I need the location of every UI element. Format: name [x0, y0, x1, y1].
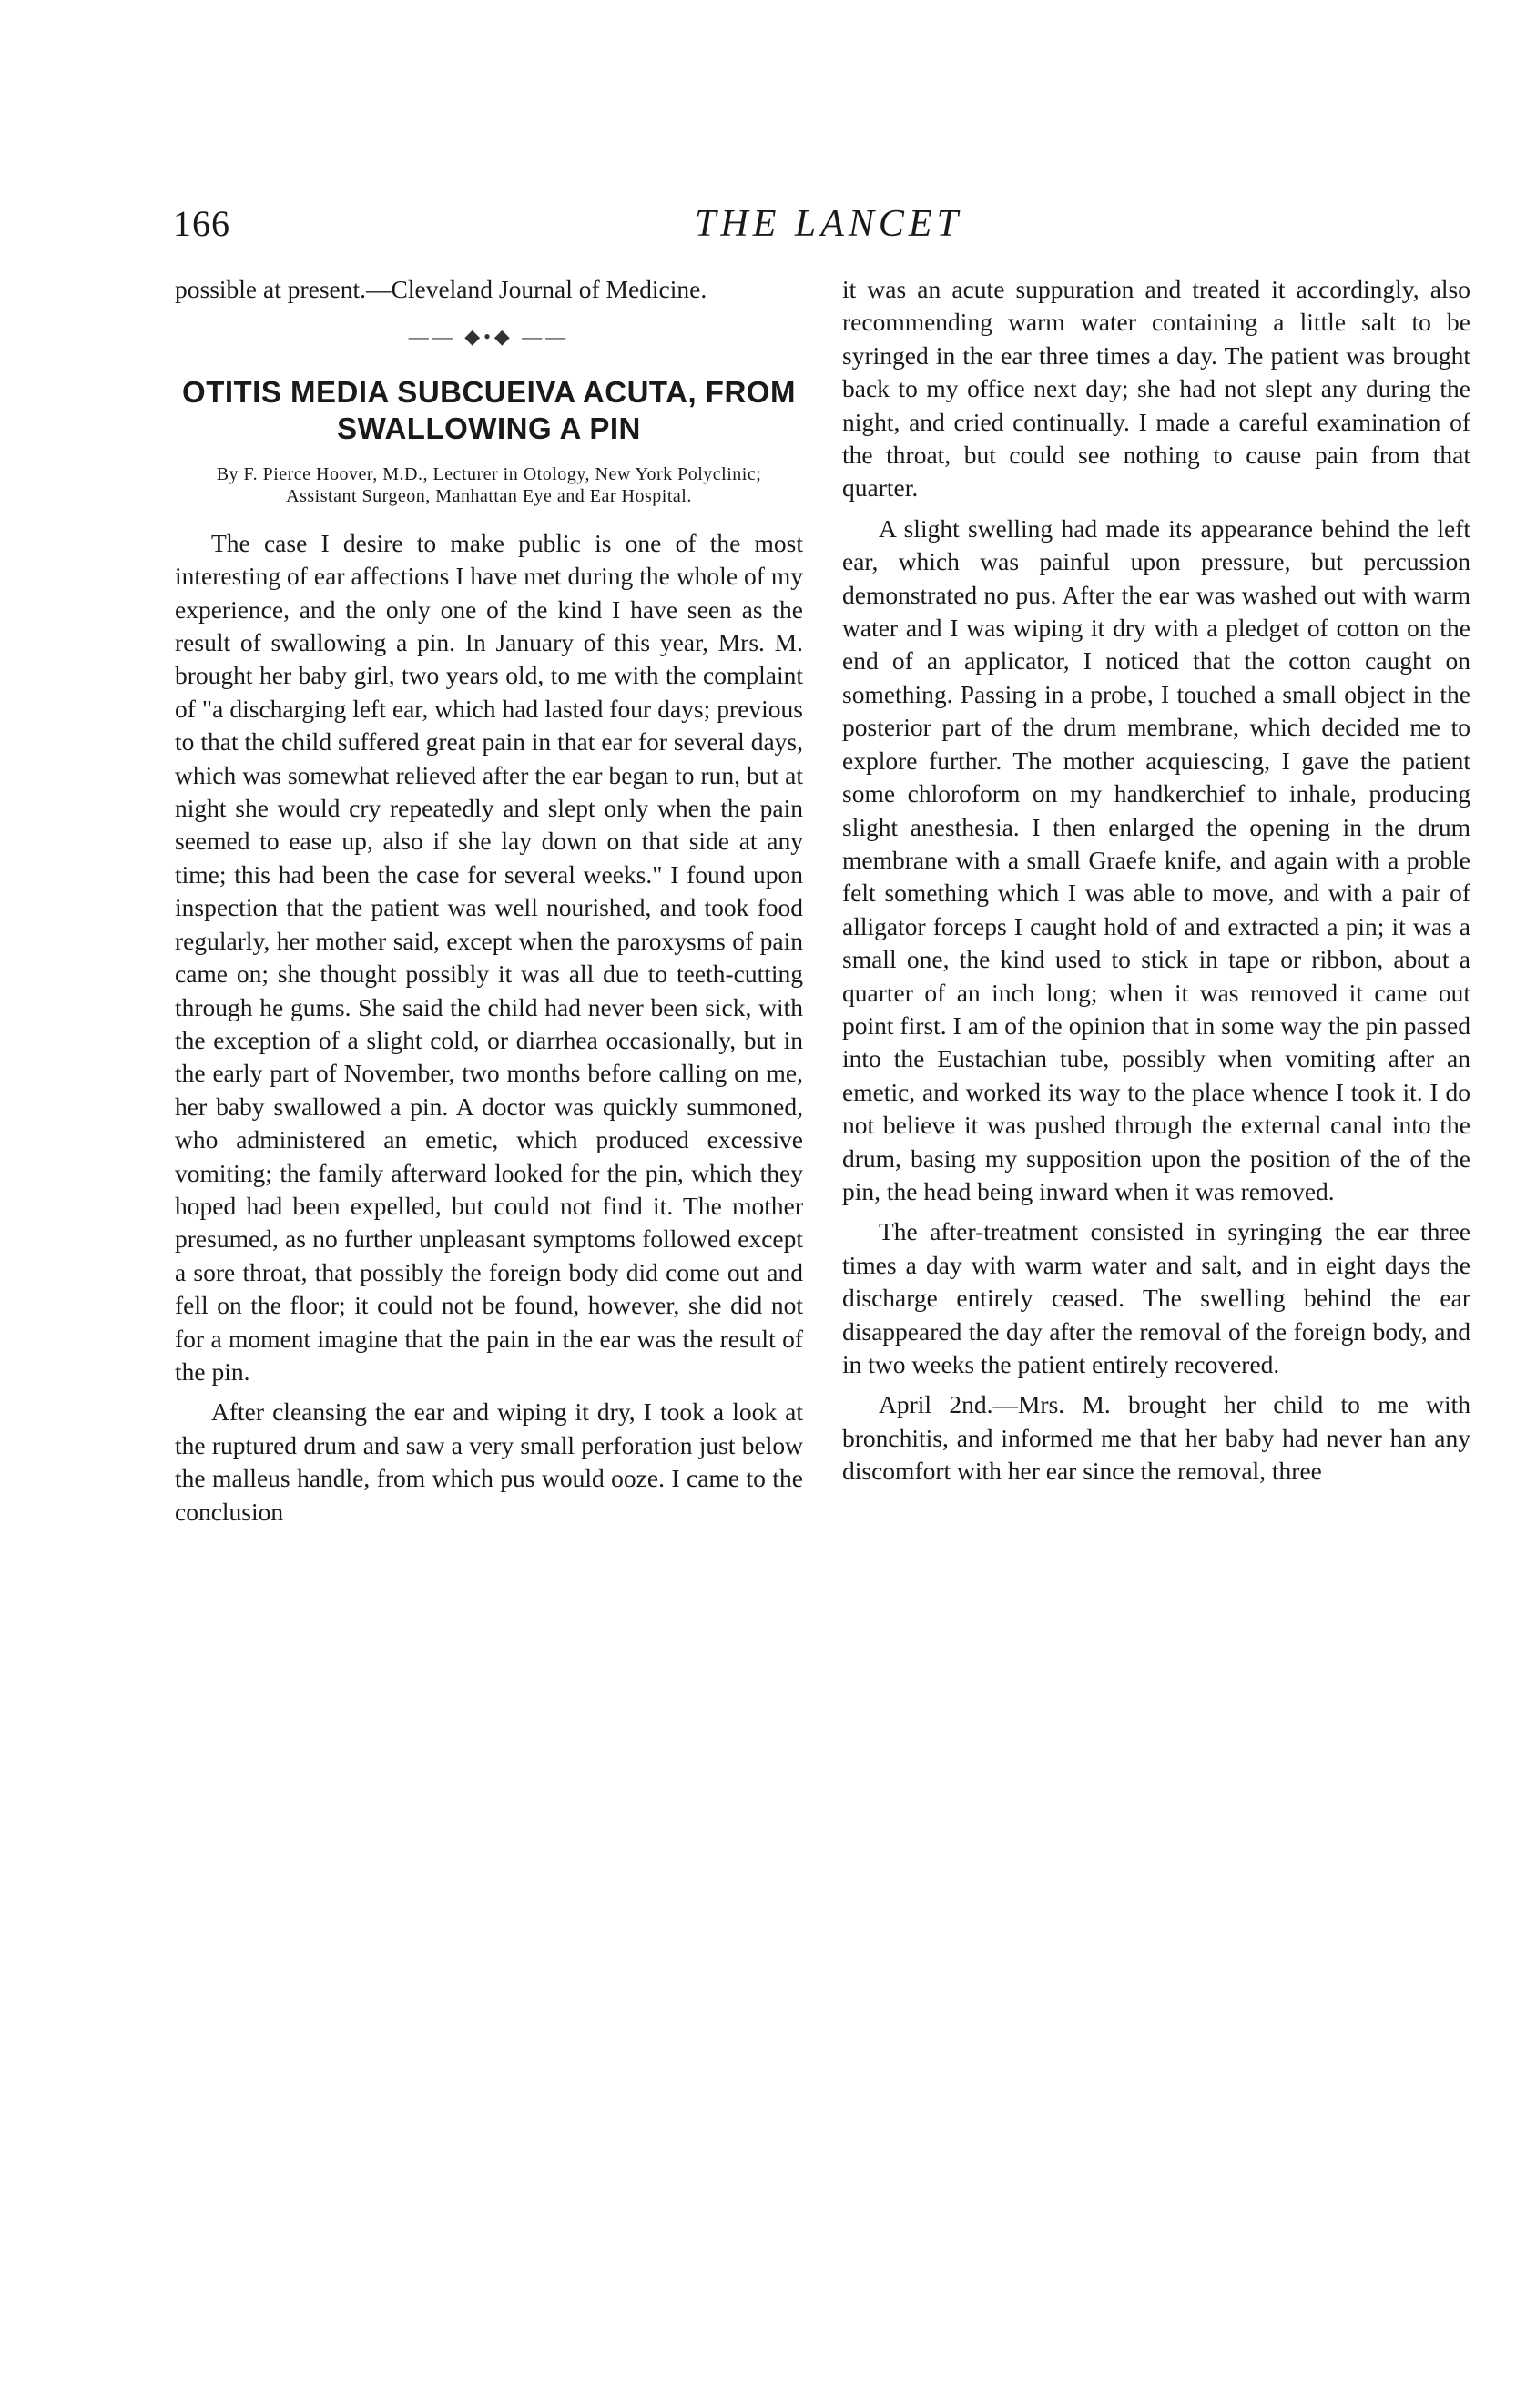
author-byline: By F. Pierce Hoover, M.D., Lecturer in Otology, New York Polyclinic; Assistant Surgeon, Manhattan Eye and Ear Hospital.: [216, 463, 762, 506]
article-title: OTITIS MEDIA SUBCUEIVA ACUTA, FROM SWALLOWING A PIN: [182, 374, 796, 445]
body-paragraph: After cleansing the ear and wiping it dry, I took a look at the ruptured drum and saw a very small perforation just below the malleus handle, from which pus would ooze. I came to the conclusion: [175, 1397, 803, 1526]
page-number: 166: [173, 203, 230, 244]
body-paragraph: April 2nd.—Mrs. M. brought her child to me with bronchitis, and informed me that her baby had never han any discomfort with her ear since the removal, three: [842, 1390, 1470, 1486]
body-paragraph: it was an acute suppuration and treated it accordingly, also recommending warm water containing a little salt to be syringed in the ear three times a day. The patient was brought back to my office next day; she had not slept any during the night, and cried continually. I made a careful examination of the throat, but could see nothing to cause pain from that quarter.: [842, 275, 1470, 503]
left-column: [175, 273, 803, 1529]
section-divider: —— ◆•◆ ——: [408, 325, 570, 349]
body-paragraph: The case I desire to make public is one of the most interesting of ear affections I have met during the whole of my experience, and the only one of the kind I have seen as the result of swallowing a pin. In January of this year, Mrs. M. brought her baby girl, two years old, to me with the complaint of "a discharging left ear, which had lasted four days; previous to that the child suffered great pain in that ear for several days, which was somewhat relieved after the ear began to run, but at night she would cry repeatedly and slept only when the pain seemed to ease up, also if she lay down on that side at any time; this had been the case for several weeks." I found upon inspection that the patient was well nourished, and took food regularly, her mother said, except when the paroxysms of pain came on; she thought possibly it was all due to teeth-cutting through he gums. She said the child had never been sick, with the exception of a slight cold, or diarrhea occasionally, but in the early part of November, two months before calling on me, her baby swallowed a pin. A doctor was quickly summoned, who administered an emetic, which produced excessive vomiting; the family afterward looked for the pin, which they hoped had been expelled, but could not find it. The mother presumed, as no further unpleasant symptoms followed except a sore throat, that possibly the foreign body did come out and fell on the floor; it could not be found, however, she did not for a moment imagine that the pain in the ear was the result of the pin.: [175, 528, 803, 1386]
page-header: [173, 202, 1439, 257]
right-column: [842, 273, 1470, 1488]
continuation-text: possible at present.—Cleveland Journal of Medicine.: [175, 275, 707, 303]
body-paragraph: A slight swelling had made its appearance behind the left ear, which was painful upon pressure, but percussion demonstrated no pus. After the ear was washed out with warm water and I was wiping it dry with a pledget of cotton on the end of an applicator, I noticed that the cotton caught on something. Passing in a probe, I touched a small object in the posterior part of the drum membrane, which decided me to explore further. The mother acquiescing, I gave the patient some chloroform on my handkerchief to inhale, producing slight anesthesia. I then enlarged the opening in the drum membrane with a small Graefe knife, and again with a proble felt something which I was able to move, and with a pair of alligator forceps I caught hold of and extracted a pin; it was a small one, the kind used to stick in tape or ribbon, about a quarter of an inch long; when it was removed it came out point first. I am of the opinion that in some way the pin passed into the Eustachian tube, possibly when vomiting after an emetic, and worked its way to the place whence I took it. I do not believe it was pushed through the external canal into the drum, basing my supposition upon the position of the of the pin, the head being inward when it was removed.: [842, 513, 1470, 1205]
body-paragraph: The after-treatment consisted in syringing the ear three times a day with warm water and salt, and in eight days the discharge entirely ceased. The swelling behind the ear disappeared the day after the removal of the foreign body, and in two weeks the patient entirely recovered.: [842, 1217, 1470, 1378]
running-title: THE LANCET: [695, 203, 962, 245]
